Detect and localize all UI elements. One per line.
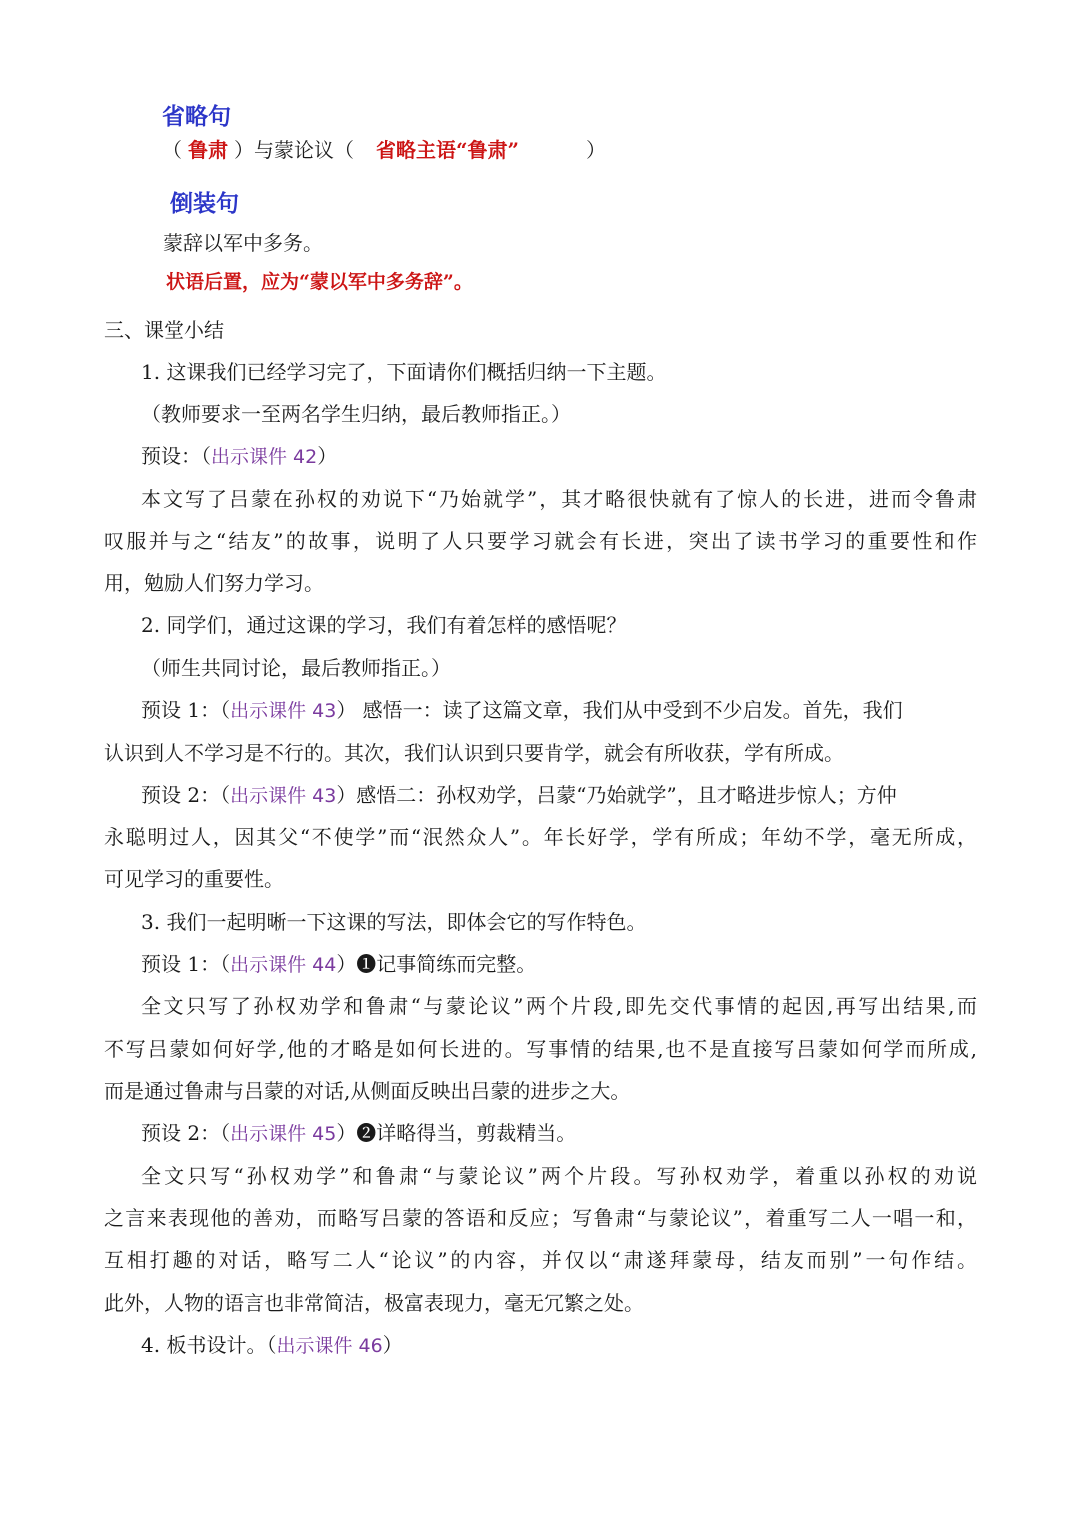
omission-sentence: ）与蒙论议（ [234,138,354,162]
q2-preset1-label: 预设 1：（ [141,698,231,722]
q3-preset1-point: ）❶记事简练而完整。 [336,952,537,976]
q3-preset2 [141,1119,576,1148]
omission-subject-fill: 鲁肃 [188,138,228,162]
q2-preset1-text: ） 感悟一：读了这篇文章，我们从中受到不少启发。首先，我们 [336,698,903,722]
q4-label: 4. 板书设计。（ [141,1333,277,1357]
q4-courseware: 出示课件 46 [276,1335,383,1357]
q1-text: 1. 这课我们已经学习完了，下面请你们概括归纳一下主题。 [141,360,667,384]
summary-heading: 三、课堂小结 [104,318,224,342]
q2-preset2-label: 预设 2：（ [141,783,231,807]
q1-instruction: （教师要求一至两名学生归纳，最后教师指正。） [141,402,571,426]
q1-preset-label: 预设：（ [141,444,211,468]
q1-answer-line: 叹服并与之“结友”的故事，说明了人只要学习就会有长进，突出了读书学习的重要性和作 [104,529,977,553]
q1-courseware: 出示课件 42 [211,446,318,468]
q2-preset1-line: 认识到人不学习是不行的。其次，我们认识到只要肯学，就会有所收获，学有所成。 [104,741,844,765]
q1-answer-line: 用，勉励人们努力学习。 [104,571,324,595]
q2-preset2-line: 永聪明过人，因其父“不使学”而“泯然众人”。年长好学，学有所成；年幼不学，毫无所成， [104,825,977,849]
q3-preset2-label: 预设 2：（ [141,1121,231,1145]
omission-note: 省略主语“鲁肃” [376,138,520,162]
q2-preset2-text: ）感悟二：孙权劝学，吕蒙“乃始就学”，且才略进步惊人；方仲 [336,783,897,807]
q3-text: 3. 我们一起明晰一下这课的写法，即体会它的写作特色。 [141,910,647,934]
q3-preset1-line: 不写吕蒙如何好学,他的才略是如何长进的。写事情的结果,也不是直接写吕蒙如何学而所成, [104,1037,977,1061]
q1-preset [141,442,337,471]
q1-answer-line: 本文写了吕蒙在孙权的劝说下“乃始就学”，其才略很快就有了惊人的长进，进而令鲁肃 [141,487,977,511]
q3-preset1-label: 预设 1：（ [141,952,231,976]
q3-preset2-line: 互相打趣的对话，略写二人“论议”的内容，并仅以“肃遂拜蒙母，结友而别”一句作结。 [104,1248,977,1272]
q3-preset2-line: 此外，人物的语言也非常简洁，极富表现力，毫无冗繁之处。 [104,1291,644,1315]
q2-preset1 [141,696,903,725]
q2-preset2-line: 可见学习的重要性。 [104,867,284,891]
q3-preset2-courseware: 出示课件 45 [230,1123,337,1145]
q3-preset1-line: 而是通过鲁肃与吕蒙的对话,从侧面反映出吕蒙的进步之大。 [104,1079,631,1103]
q2-instruction: （师生共同讨论，最后教师指正。） [141,656,451,680]
q4-text [141,1331,403,1360]
omission-example [162,136,606,164]
q2-text: 2. 同学们，通过这课的学习，我们有着怎样的感悟呢？ [141,613,627,637]
inversion-sentence: 蒙辞以军中多务。 [163,231,323,255]
q3-preset1-line: 全文只写了孙权劝学和鲁肃“与蒙论议”两个片段,即先交代事情的起因,再写出结果,而 [141,994,977,1018]
q2-preset2-courseware: 出示课件 43 [230,785,337,807]
q3-preset2-line: 全文只写“孙权劝学”和鲁肃“与蒙论议”两个片段。写孙权劝学，着重以孙权的劝说 [141,1164,977,1188]
q2-preset1-courseware: 出示课件 43 [230,700,337,722]
q3-preset1-courseware: 出示课件 44 [230,954,337,976]
q3-preset1 [141,950,536,979]
inversion-note: 状语后置，应为“蒙以军中多务辞”。 [166,271,473,293]
omission-heading: 省略句 [162,104,231,130]
q2-preset2 [141,781,897,810]
q4-close: ） [382,1333,403,1357]
q3-preset2-point: ）❷详略得当，剪裁精当。 [336,1121,577,1145]
omission-close-paren: ） [586,138,606,162]
q1-preset-close: ） [317,444,338,468]
omission-open-paren: （ [162,138,182,162]
q3-preset2-line: 之言来表现他的善劝，而略写吕蒙的答语和反应；写鲁肃“与蒙论议”，着重写二人一唱一和， [104,1206,977,1230]
inversion-heading: 倒装句 [170,191,239,217]
